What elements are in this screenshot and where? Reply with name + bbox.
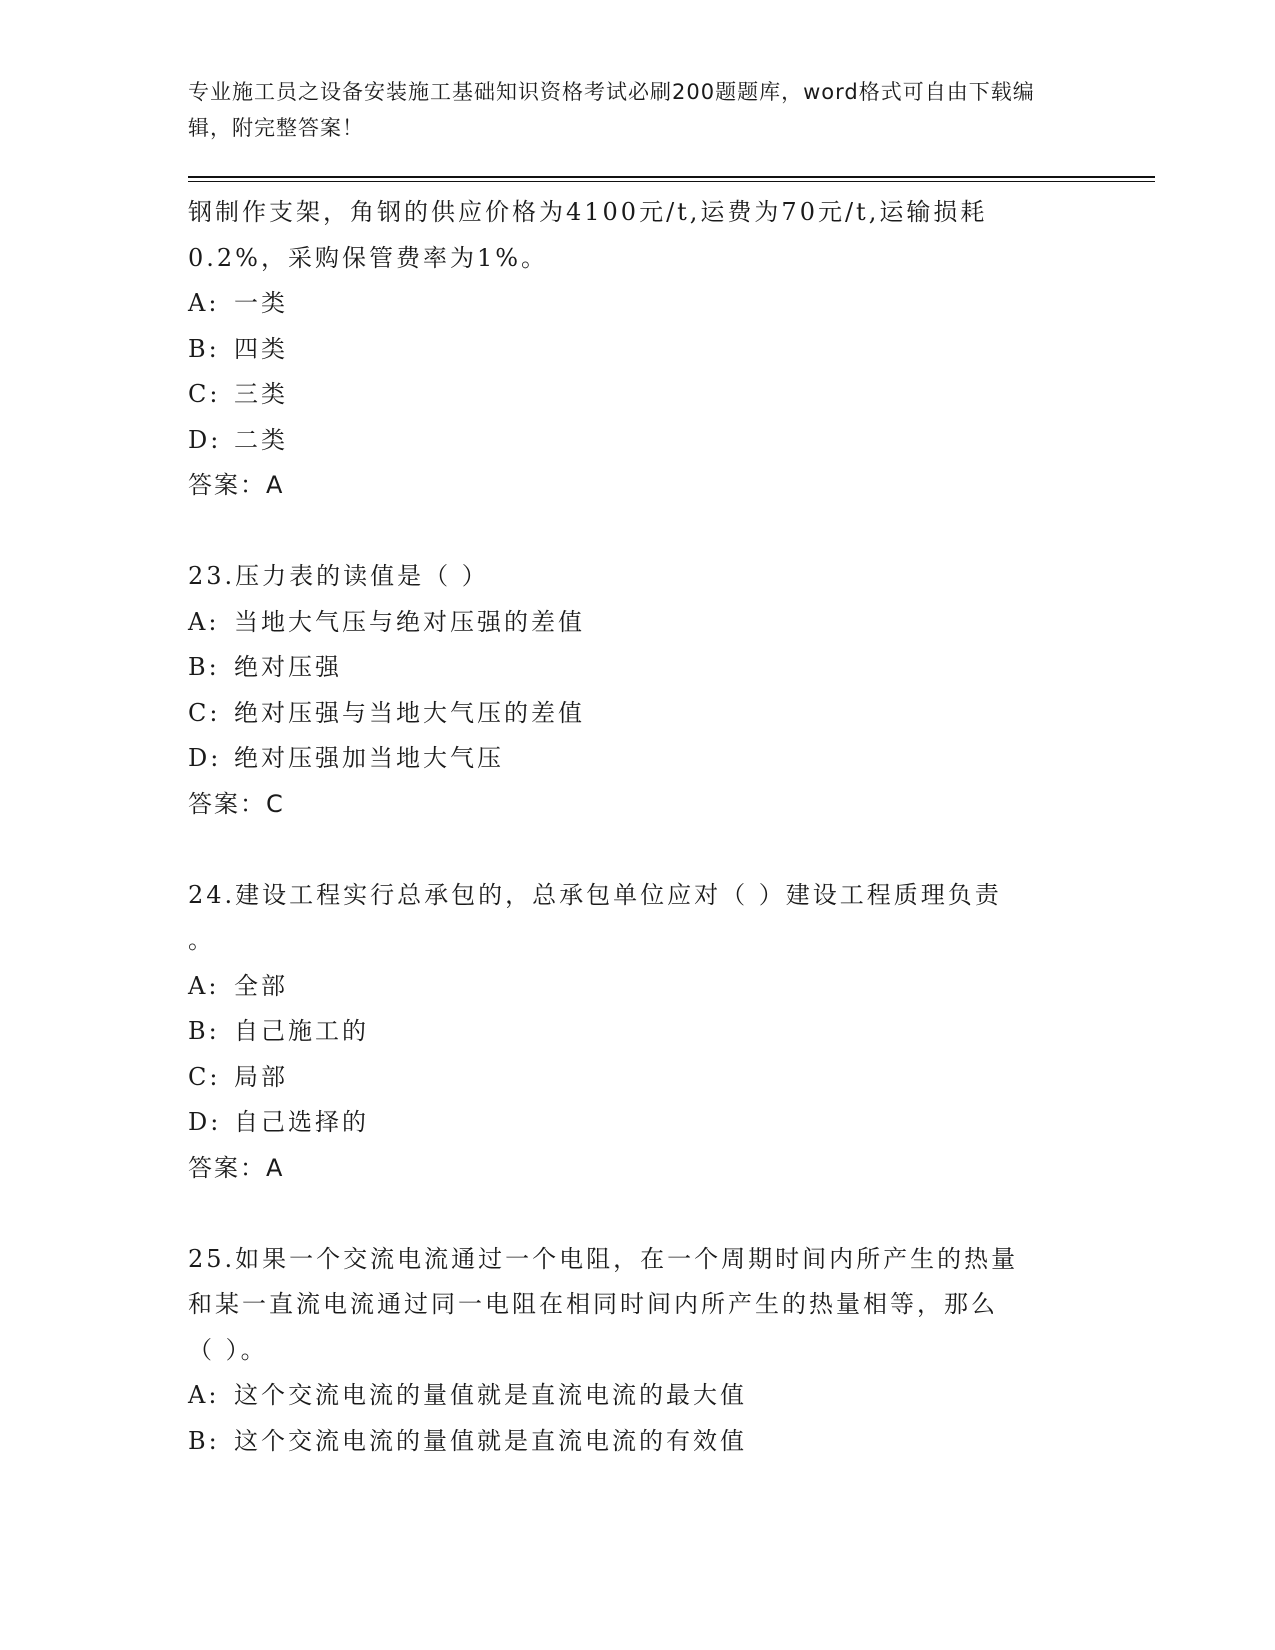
answer-line: 答案：A	[188, 1153, 285, 1182]
option-letter: B:	[188, 653, 220, 681]
option-b	[188, 1419, 1088, 1465]
option-text: 绝对压强与当地大气压的差值	[234, 698, 585, 727]
option-a	[188, 281, 1088, 327]
question-block-24	[188, 873, 1088, 1192]
option-c	[188, 1055, 1088, 1101]
document-body	[188, 190, 1088, 1464]
question-text-line: 0.2%，采购保管费率为1%。	[188, 243, 549, 272]
option-text: 绝对压强	[234, 653, 342, 681]
option-d	[188, 736, 1088, 782]
option-c	[188, 691, 1088, 737]
option-letter: A:	[188, 1381, 220, 1409]
answer-line: 答案：A	[188, 471, 285, 499]
option-text: 这个交流电流的量值就是直流电流的最大值	[234, 1381, 747, 1409]
option-letter: A:	[188, 289, 220, 317]
question-text-line: （ ）。	[188, 1335, 268, 1364]
option-text: 局部	[234, 1062, 288, 1091]
option-c	[188, 372, 1088, 418]
option-letter: C:	[188, 698, 221, 727]
document-header: 专业施工员之设备安装施工基础知识资格考试必刷200题题库，word格式可自由下载编辑，附完整答案！	[188, 80, 1035, 140]
option-letter: A:	[188, 971, 220, 1000]
option-letter: C:	[188, 380, 221, 408]
option-b	[188, 645, 1088, 691]
option-text: 三类	[234, 380, 288, 408]
option-text: 当地大气压与绝对压强的差值	[234, 607, 585, 636]
option-text: 自己施工的	[234, 1017, 369, 1045]
option-letter: D:	[188, 744, 222, 772]
option-text: 全部	[234, 971, 288, 1000]
option-letter: B:	[188, 334, 220, 363]
option-text: 自己选择的	[234, 1108, 369, 1136]
question-text-line: 。	[188, 926, 215, 954]
question-block-continued	[188, 190, 1088, 509]
spacer	[188, 1191, 1088, 1237]
question-text-line: 和某一直流电流通过同一电阻在相同时间内所产生的热量相等，那么	[188, 1290, 998, 1318]
option-b	[188, 327, 1088, 373]
option-d	[188, 418, 1088, 464]
option-letter: A:	[188, 607, 220, 636]
option-letter: B:	[188, 1017, 220, 1045]
option-a	[188, 600, 1088, 646]
option-text: 这个交流电流的量值就是直流电流的有效值	[234, 1426, 747, 1455]
option-text: 二类	[234, 425, 288, 454]
spacer	[188, 827, 1088, 873]
option-text: 四类	[234, 334, 288, 363]
option-d	[188, 1100, 1088, 1146]
question-text-line: 23.压力表的读值是（ ）	[188, 562, 489, 590]
option-a	[188, 964, 1088, 1010]
header-divider	[188, 176, 1155, 182]
option-text: 绝对压强加当地大气压	[234, 744, 504, 772]
spacer	[188, 509, 1088, 555]
option-text: 一类	[234, 289, 288, 317]
option-b	[188, 1009, 1088, 1055]
answer-line: 答案：C	[188, 789, 285, 818]
option-letter: B:	[188, 1426, 220, 1455]
option-a	[188, 1373, 1088, 1419]
question-block-25	[188, 1237, 1088, 1465]
question-text-line: 25.如果一个交流电流通过一个电阻，在一个周期时间内所产生的热量	[188, 1244, 1019, 1273]
question-text-line: 钢制作支架，角钢的供应价格为4100元/t,运费为70元/t,运输损耗	[188, 198, 988, 226]
option-letter: D:	[188, 425, 222, 454]
option-letter: D:	[188, 1108, 222, 1136]
option-letter: C:	[188, 1062, 221, 1091]
question-text-line: 24.建设工程实行总承包的，总承包单位应对（ ）建设工程质理负责	[188, 880, 1002, 909]
question-block-23	[188, 554, 1088, 827]
